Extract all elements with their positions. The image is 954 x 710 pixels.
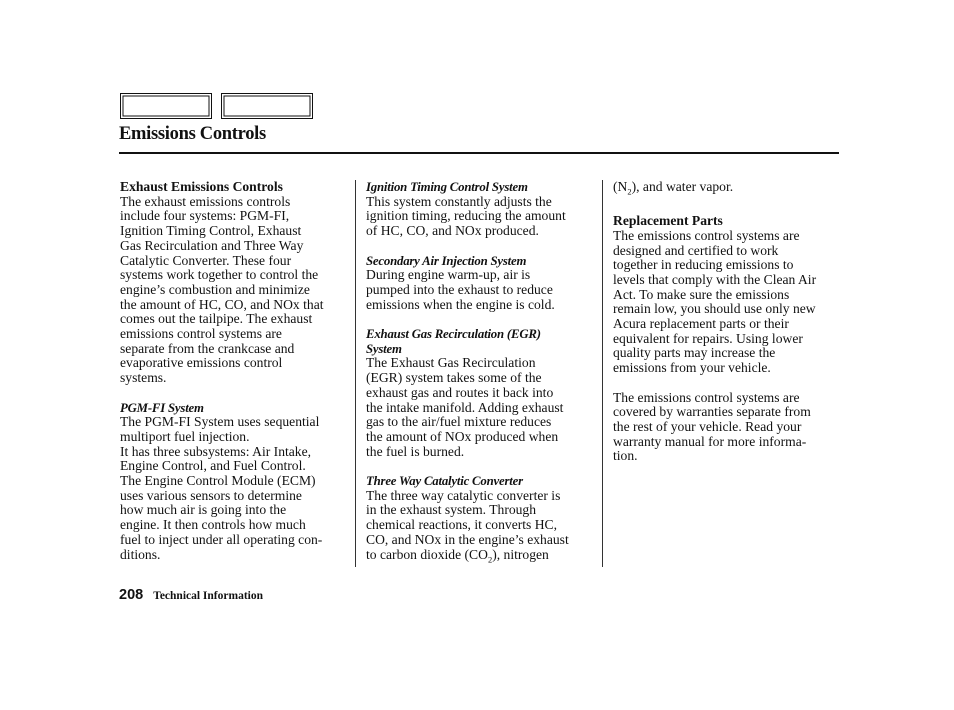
text-line xyxy=(613,180,841,199)
text-line: the amount of HC, CO, and NOx that xyxy=(120,296,324,312)
column-3 xyxy=(613,180,841,464)
text-line: Gas Recirculation and Three Way xyxy=(120,237,304,253)
text-line: The exhaust emissions controls xyxy=(120,193,291,209)
paragraph xyxy=(120,195,350,386)
text-fragment: ), nitrogen xyxy=(492,546,549,562)
text-line: of HC, CO, and NOx produced. xyxy=(366,223,539,239)
subsection-heading: Three Way Catalytic Converter xyxy=(366,474,523,489)
text-line: Catalytic Converter. These four xyxy=(120,252,292,268)
text-line: systems work together to control the xyxy=(120,267,319,283)
text-line: quality parts may increase the xyxy=(613,345,776,361)
text-line: The emissions control systems are xyxy=(613,389,800,405)
paragraph xyxy=(613,229,841,376)
text-line: the rest of your vehicle. Read your xyxy=(613,418,802,434)
text-line: gas to the air/fuel mixture reduces xyxy=(366,414,552,430)
section-label: Technical Information xyxy=(153,590,263,602)
page-number: 208 xyxy=(119,587,144,603)
paragraph xyxy=(366,489,598,567)
text-line: The PGM-FI System uses sequential xyxy=(120,414,320,430)
text-line: emissions control systems are xyxy=(120,326,282,342)
text-line: The Engine Control Module (ECM) xyxy=(120,473,316,489)
text-line: designed and certified to work xyxy=(613,242,779,258)
text-line: uses various sensors to determine xyxy=(120,487,302,503)
text-line: During engine warm-up, air is xyxy=(366,267,531,283)
text-line: levels that comply with the Clean Air xyxy=(613,271,817,287)
column-divider xyxy=(602,180,603,567)
text-line: evaporative emissions control xyxy=(120,355,283,371)
page-footer xyxy=(119,586,263,604)
text-line: emissions when the engine is cold. xyxy=(366,296,555,312)
subsection-heading: Secondary Air Injection System xyxy=(366,253,527,268)
subsection-heading: Exhaust Gas Recirculation (EGR) xyxy=(366,327,541,341)
text-line: (EGR) system takes some of the xyxy=(366,370,542,386)
paragraph xyxy=(613,180,841,199)
text-line: engine. It then controls how much xyxy=(120,517,306,533)
text-line: CO, and NOx in the engine’s exhaust xyxy=(366,531,569,547)
text-line: The three way catalytic converter is xyxy=(366,487,561,503)
subsection-heading: Ignition Timing Control System xyxy=(366,180,528,194)
text-line: emissions from your vehicle. xyxy=(613,360,771,376)
text-line: exhaust gas and routes it back into xyxy=(366,384,554,400)
next-page-button[interactable] xyxy=(221,93,313,119)
text-line: how much air is going into the xyxy=(120,502,287,518)
text-fragment: ), and water vapor. xyxy=(631,179,734,194)
text-line: comes out the tailpipe. The exhaust xyxy=(120,311,313,327)
text-line: Act. To make sure the emissions xyxy=(613,286,790,302)
text-line: the fuel is burned. xyxy=(366,443,465,459)
text-line: multiport fuel injection. xyxy=(120,428,250,444)
paragraph xyxy=(366,268,598,312)
text-line: Engine Control, and Fuel Control. xyxy=(120,458,306,474)
previous-page-button[interactable] xyxy=(120,93,212,119)
section-heading: Replacement Parts xyxy=(613,213,723,229)
column-1 xyxy=(120,180,350,562)
subscript: 2 xyxy=(627,186,632,197)
text-line: systems. xyxy=(120,370,167,386)
text-line: covered by warranties separate from xyxy=(613,404,811,420)
text-line: tion. xyxy=(613,448,638,464)
column-2 xyxy=(366,180,598,567)
paragraph xyxy=(366,195,598,239)
text-line xyxy=(366,548,598,567)
text-line: Ignition Timing Control, Exhaust xyxy=(120,223,302,239)
text-line: It has three subsystems: Air Intake, xyxy=(120,443,312,459)
text-line: warranty manual for more informa- xyxy=(613,433,807,449)
text-line: This system constantly adjusts the xyxy=(366,193,552,209)
text-line: remain low, you should use only new xyxy=(613,301,816,317)
text-line: separate from the crankcase and xyxy=(120,340,295,356)
page-title: Emissions Controls xyxy=(119,124,266,144)
text-line: together in reducing emissions to xyxy=(613,257,794,273)
paragraph xyxy=(120,415,350,562)
text-line: The emissions control systems are xyxy=(613,227,800,243)
text-fragment: (N xyxy=(613,179,628,194)
text-line: pumped into the exhaust to reduce xyxy=(366,281,553,297)
text-fragment: to carbon dioxide (CO xyxy=(366,546,488,562)
text-line: chemical reactions, it converts HC, xyxy=(366,517,558,533)
column-divider xyxy=(355,180,356,567)
title-divider xyxy=(119,152,839,154)
text-line: fuel to inject under all operating con- xyxy=(120,531,323,547)
section-heading: Exhaust Emissions Controls xyxy=(120,179,283,194)
text-line: The Exhaust Gas Recirculation xyxy=(366,355,536,371)
text-line: ignition timing, reducing the amount xyxy=(366,208,566,224)
text-line: in the exhaust system. Through xyxy=(366,502,537,518)
text-line: equivalent for repairs. Using lower xyxy=(613,330,803,346)
text-line: the intake manifold. Adding exhaust xyxy=(366,399,564,415)
subsection-heading: PGM-FI System xyxy=(120,400,204,415)
text-line: engine’s combustion and minimize xyxy=(120,281,310,297)
paragraph xyxy=(366,356,598,459)
text-line: the amount of NOx produced when xyxy=(366,428,559,444)
paragraph xyxy=(613,391,841,465)
subsection-heading: System xyxy=(366,341,402,356)
text-line: include four systems: PGM-FI, xyxy=(120,208,290,224)
subscript: 2 xyxy=(487,554,493,565)
text-line: Acura replacement parts or their xyxy=(613,316,789,332)
text-line: ditions. xyxy=(120,546,161,562)
